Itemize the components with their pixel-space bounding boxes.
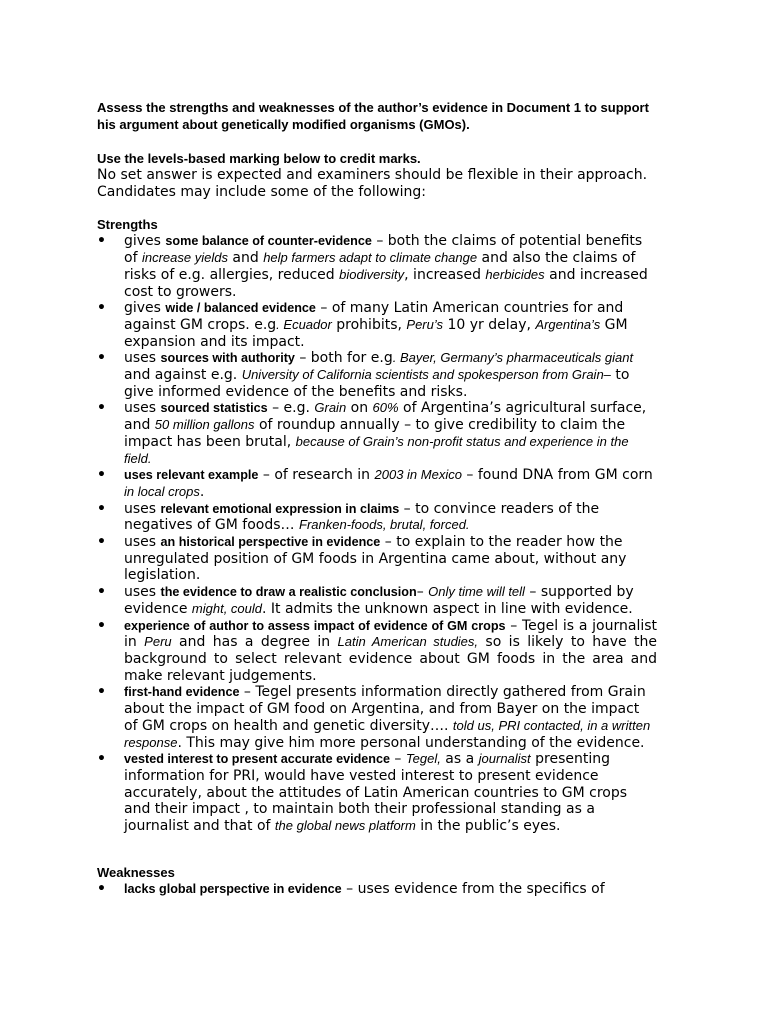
strengths-list [97, 233, 657, 834]
strength-item [97, 618, 657, 685]
bold-phrase: vested interest to present accurate evidence [124, 752, 390, 767]
bullet-icon: • [97, 350, 106, 367]
italic-phrase: Peru’s [406, 316, 444, 332]
text-run: . This may give him more personal understanding of the evidence. [177, 734, 645, 751]
text-run: – [416, 584, 429, 601]
strengths-heading: Strengths [97, 217, 158, 233]
weaknesses-list [97, 881, 657, 898]
bullet-icon: • [97, 751, 106, 768]
text-run: – Tegel is a journalist in [124, 617, 658, 651]
bullet-icon: • [97, 233, 106, 250]
italic-phrase: 2003 in Mexico [374, 467, 462, 483]
text-run: uses [124, 350, 161, 367]
bold-phrase: the evidence to draw a realistic conclusion [160, 585, 417, 600]
bullet-icon: • [97, 534, 106, 551]
bold-phrase: wide / balanced evidence [165, 301, 316, 316]
weaknesses-heading: Weaknesses [97, 864, 175, 880]
italic-phrase: because of Grain’s non-profit status and experience in the field. [124, 433, 629, 466]
italic-phrase: . Bayer, Germany’s pharmaceuticals giant [392, 350, 634, 366]
italic-phrase: Peru [144, 634, 172, 650]
strength-item [97, 300, 657, 350]
text-run: . It admits the unknown aspect in line with evidence. [262, 600, 633, 617]
text-run: – of research in [258, 467, 375, 484]
bullet-icon: • [97, 467, 106, 484]
italic-phrase: Tegel, [405, 751, 441, 767]
italic-phrase: herbicides [485, 266, 545, 282]
text-run: prohibits, [331, 316, 407, 333]
italic-phrase: . Ecuador [276, 316, 332, 332]
text-run: – e.g. [267, 400, 315, 417]
text-run: of Argentina’s agricultural surface, and [124, 400, 647, 434]
text-run: of roundup annually – to give credibility to claim the impact has been brutal, [124, 417, 626, 450]
italic-phrase: Franken-foods, brutal, forced. [299, 517, 470, 533]
italic-phrase: journalist [478, 751, 531, 767]
text-run: – [389, 751, 406, 768]
text-run: – to explain to the reader how the unregulated position of GM foods in Argentina came about, without any legislation. [124, 534, 627, 584]
bullet-icon: • [97, 684, 106, 701]
bullet-icon: • [97, 400, 106, 417]
text-run: – of many Latin American countries for and against GM crops. e.g [124, 300, 624, 333]
bold-phrase: first-hand evidence [124, 685, 240, 700]
text-run: in the public’s eyes. [415, 818, 561, 835]
bullet-icon: • [97, 300, 106, 317]
italic-phrase: help farmers adapt to climate change [263, 250, 478, 266]
question-title: Assess the strengths and weaknesses of the author’s evidence in Document 1 to support his argument about genetically modified organisms (GMOs). [97, 100, 649, 132]
text-run: gives [124, 233, 166, 250]
strength-item [97, 233, 657, 300]
italic-phrase: Latin American studies, [337, 634, 479, 650]
bold-phrase: sourced statistics [160, 401, 268, 416]
text-run: , increased [404, 266, 486, 283]
italic-phrase: Grain [314, 400, 347, 416]
bullet-icon: • [97, 500, 106, 517]
strength-item [97, 400, 657, 467]
text-run: and has a degree in [171, 634, 338, 651]
text-run: presenting information for PRI, would have vested interest to present evidence accurately, about the attitudes of Latin American countries to GM crops and their impact , to maintain both their professional standing as a journalist and that of [124, 751, 628, 835]
text-run: GM expansion and its impact. [124, 316, 628, 350]
text-run: so is likely to have the background to select relevant evidence about GM foods in the area and make relevant judgements. [124, 634, 657, 684]
strength-item [97, 467, 657, 500]
strength-item [97, 751, 657, 835]
text-run: uses [124, 584, 161, 601]
text-run: and increased cost to growers. [124, 266, 648, 300]
italic-phrase: biodiversity [339, 266, 405, 282]
weaknesse-item [97, 881, 657, 898]
bold-phrase: lacks global perspective in evidence [124, 881, 342, 896]
bold-phrase: experience of author to assess impact of evidence of GM crops [124, 618, 506, 633]
marking-instruction: Use the levels-based marking below to credit marks. [97, 151, 421, 166]
strength-item [97, 501, 657, 534]
italic-phrase: 60% [372, 400, 399, 416]
bullet-icon: • [97, 584, 106, 601]
bold-phrase: sources with authority [160, 351, 295, 366]
italic-phrase: University of California scientists and spokesperson from Grain– [241, 367, 611, 383]
strength-item [97, 584, 657, 617]
text-run: on [346, 400, 373, 417]
italic-phrase: in local crops [124, 483, 200, 499]
text-run: . [199, 483, 205, 500]
italic-phrase: might, could [191, 600, 263, 616]
text-run: uses [124, 500, 161, 517]
bold-phrase: an historical perspective in evidence [160, 535, 381, 550]
italic-phrase: increase yields [141, 250, 228, 266]
italic-phrase: the global news platform [274, 818, 416, 834]
italic-phrase: told us, PRI contacted, in a written response [124, 717, 651, 750]
text-run: 10 yr delay, [443, 316, 536, 333]
bold-phrase: uses relevant example [124, 468, 259, 483]
bold-phrase: relevant emotional expression in claims [160, 501, 400, 516]
text-run: uses [124, 400, 161, 417]
bullet-icon: • [97, 617, 106, 634]
text-run: gives [124, 300, 166, 317]
italic-phrase: Only time will tell [428, 584, 525, 600]
text-run: – uses evidence from the specifics of [341, 880, 605, 897]
text-run: – to convince readers of the negatives of GM foods… [124, 500, 600, 534]
italic-phrase: 50 million gallons [154, 417, 255, 433]
text-run: and against e.g. [124, 367, 242, 384]
text-run: and [227, 250, 264, 267]
text-run: and also the claims of risks of e.g. allergies, reduced [124, 250, 636, 283]
text-run: as a [440, 751, 479, 768]
intro-paragraph: No set answer is expected and examiners should be flexible in their approach. Candidates may include some of the following: [97, 167, 648, 200]
text-run: – Tegel presents information directly gathered from Grain about the impact of GM food on Argentina, and from Bayer on the impact of GM crops on health and genetic diversity…. [124, 684, 646, 734]
bold-phrase: some balance of counter-evidence [165, 234, 372, 249]
text-run: uses [124, 534, 161, 551]
text-run: – supported by evidence [124, 584, 634, 617]
strength-item [97, 684, 657, 751]
text-run: to give informed evidence of the benefits and risks. [124, 367, 630, 400]
italic-phrase: Argentina’s [535, 316, 601, 332]
strength-item [97, 350, 657, 400]
text-run: – both for e.g [294, 350, 393, 367]
text-run: – both the claims of potential benefits of [124, 233, 643, 267]
bullet-icon: • [97, 880, 106, 897]
document-page [97, 99, 657, 897]
text-run: – found DNA from GM corn [461, 467, 653, 484]
strength-item [97, 534, 657, 584]
